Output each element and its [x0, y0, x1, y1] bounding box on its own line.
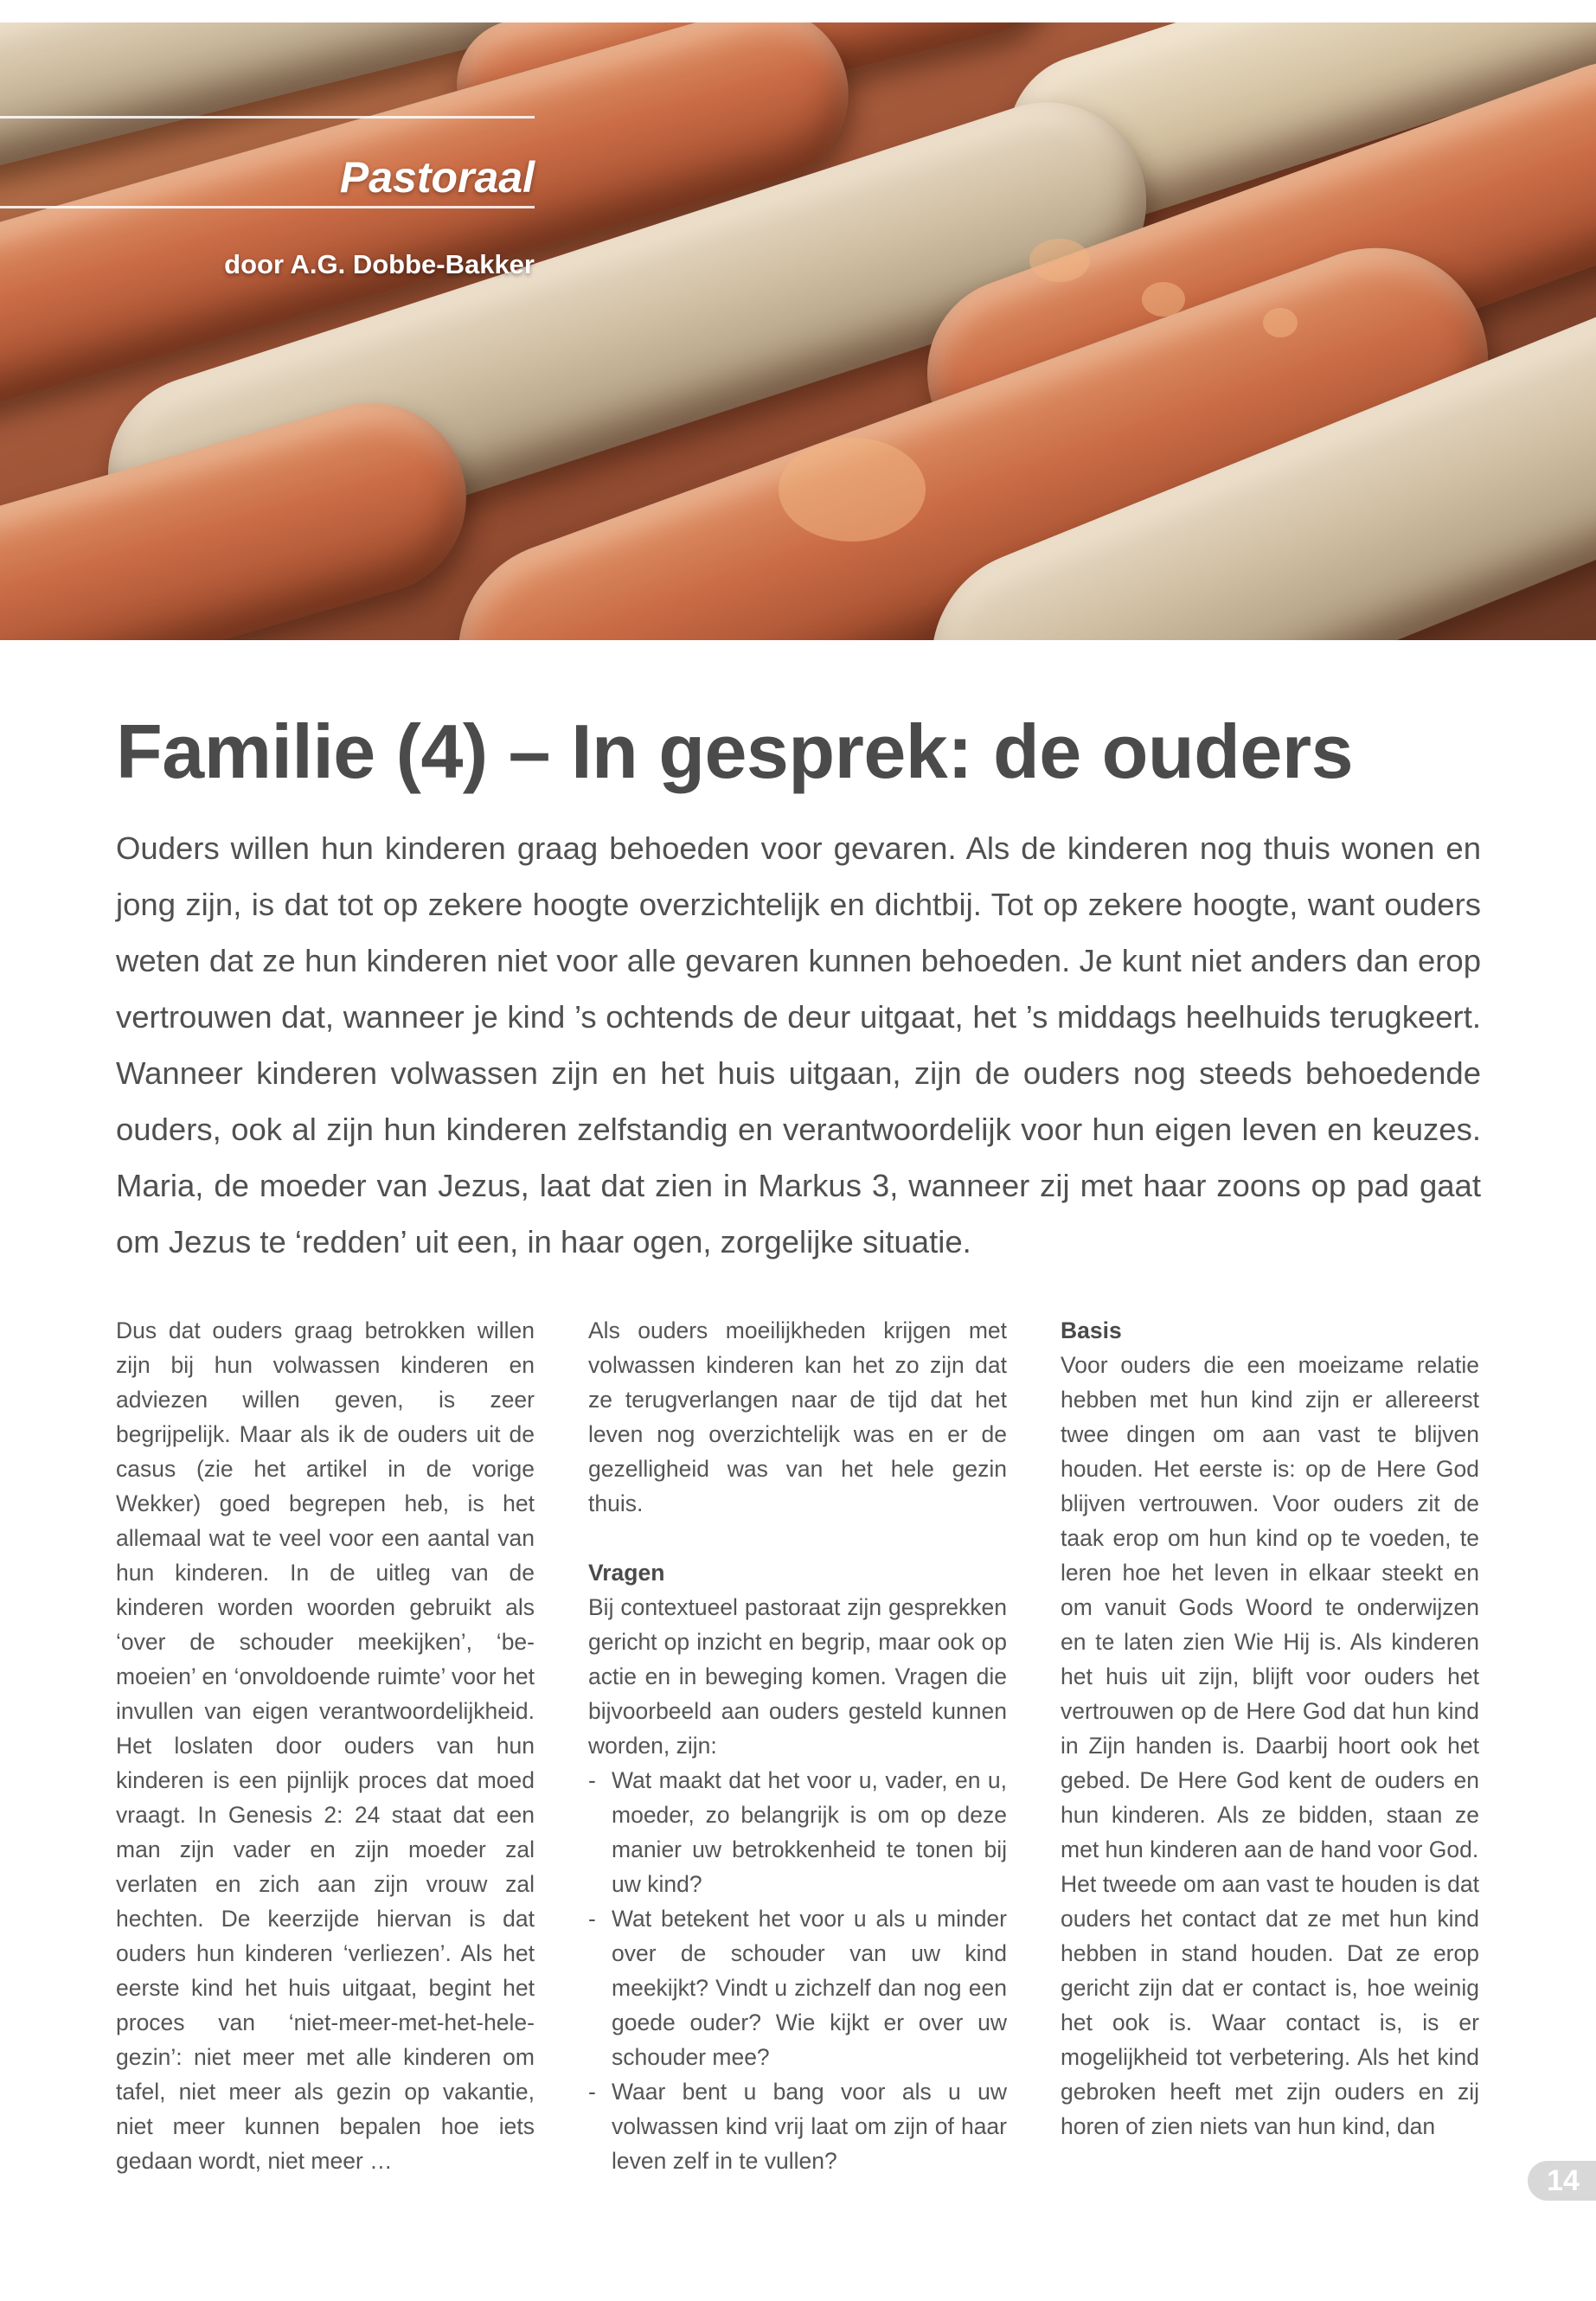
list-item: - Wat maakt dat het voor u, vader, en u, moeder, zo belangrijk is om op deze manier uw betrokkenheid te tonen bij uw kind?: [588, 1763, 1007, 1901]
article-title: Familie (4) – In gesprek: de ouders: [116, 708, 1354, 794]
header-rule-bottom: [0, 206, 535, 208]
page-number: 14: [1528, 2161, 1596, 2201]
column-3-paragraph-2: Het tweede om aan vast te houden is dat ouders het contact dat ze met hun kind hebben in stand houden. Dat ze erop gericht zijn dat er contact is, hoe weinig het ook is. Waar contact is, is er mogelijkheid tot verbetering. Als het kind gebroken heeft met zijn ouders en zij horen of zien niets van hun kind, dan: [1061, 1871, 1479, 2139]
header-photo: [0, 22, 1596, 640]
column-1: [116, 1313, 535, 2178]
author-byline: door A.G. Dobbe-Bakker: [224, 249, 535, 279]
header-rule-top: [0, 116, 535, 119]
column-1-text: Dus dat ouders graag betrokken willen zijn bij hun volwassen kinderen en adviezen willen geven, is zeer begrijpelijk. Maar als ik de ouders uit de casus (zie het artikel in de vorige Wekker) goed begrepen heb, is het allemaal wat te veel voor een aantal van hun kinderen. In de uitleg van de kinderen worden woorden gebruikt als ‘over de schouder meekijken’, ‘bemoeien’ en ‘onvoldoende ruimte’ voor het invullen van eigen verantwoordelijkheid. Het loslaten door ouders van hun kinderen is een pijnlijk proces dat moed vraagt. In Genesis 2: 24 staat dat een man zijn vader en zijn moeder zal verlaten en zich aan zijn vrouw zal hechten. De keerzijde hiervan is dat ouders hun kinderen ‘verliezen’. Als het eerste kind het huis uitgaat, begint het proces van ‘niet-meer-met-het-hele-gezin’: niet meer met alle kinderen om tafel, niet meer als gezin op vakantie, niet meer kunnen bepalen hoe iets gedaan wordt, niet meer …: [116, 1317, 535, 2174]
column-2-paragraph: Bij contextueel pastoraat zijn gesprekken gericht op inzicht en begrip, maar ook op actie en in beweging komen. Vragen die bijvoorbeeld aan ouders gesteld kunnen worden, zijn:: [588, 1594, 1007, 1759]
subhead-vragen: Vragen: [588, 1560, 665, 1586]
list-item: - Waar bent u bang voor als u uw volwassen kind vrij laat om zijn of haar leven zelf in te vullen?: [588, 2074, 1007, 2178]
column-2-intro: Als ouders moeilijkheden krijgen met volwassen kinderen kan het zo zijn dat ze terugverlangen naar de tijd dat het leven nog overzichtelijk was en er de gezelligheid was van het hele gezin thuis.: [588, 1317, 1007, 1516]
article-intro: Ouders willen hun kinderen graag behoeden voor gevaren. Als de kinderen nog thuis wonen en jong zijn, is dat tot op zekere hoogte overzichtelijk en dichtbij. Tot op zekere hoogte, want ouders weten dat ze hun kinderen niet voor alle gevaren kunnen behoeden. Je kunt niet anders dan erop vertrouwen dat, wanneer je kind ’s ochtends de deur uitgaat, het ’s middags heelhuids terugkeert. Wanneer kinderen volwassen zijn en het huis uitgaan, zijn de ouders nog steeds behoedende ouders, ook al zijn hun kinderen zelfstandig en verantwoordelijk voor hun eigen leven en keuzes. Maria, de moeder van Jezus, laat dat zien in Markus 3, wanneer zij met haar zoons op pad gaat om Jezus te ‘redden’ uit een, in haar ogen, zorgelijke situatie.: [116, 830, 1481, 1259]
question-list: [588, 1763, 1007, 2178]
subhead-basis: Basis: [1061, 1317, 1122, 1343]
section-label: Pastoraal: [339, 153, 535, 202]
column-3: [1061, 1313, 1479, 2144]
column-2: [588, 1313, 1007, 2178]
column-3-paragraph-1: Voor ouders die een moeizame relatie hebben met hun kind zijn er allereerst twee dingen om aan vast te blijven houden. Het eerste is: op de Here God blijven vertrouwen. Voor ouders zit de taak erop om hun kind op te voeden, te leren hoe het leven in elkaar steekt en om vanuit Gods Woord te onderwijzen en te laten zien Wie Hij is. Als kinderen het huis uit zijn, blijft voor ouders het vertrouwen op de Here God dat hun kind in Zijn handen is. Daarbij hoort ook het gebed. De Here God kent de ouders en hun kinderen. Als ze bidden, staan ze met hun kinderen aan de hand voor God.: [1061, 1352, 1479, 1862]
list-item: - Wat betekent het voor u als u minder over de schouder van uw kind meekijkt? Vindt u zichzelf dan nog een goede ouder? Wie kijkt er over uw schouder mee?: [588, 1901, 1007, 2074]
